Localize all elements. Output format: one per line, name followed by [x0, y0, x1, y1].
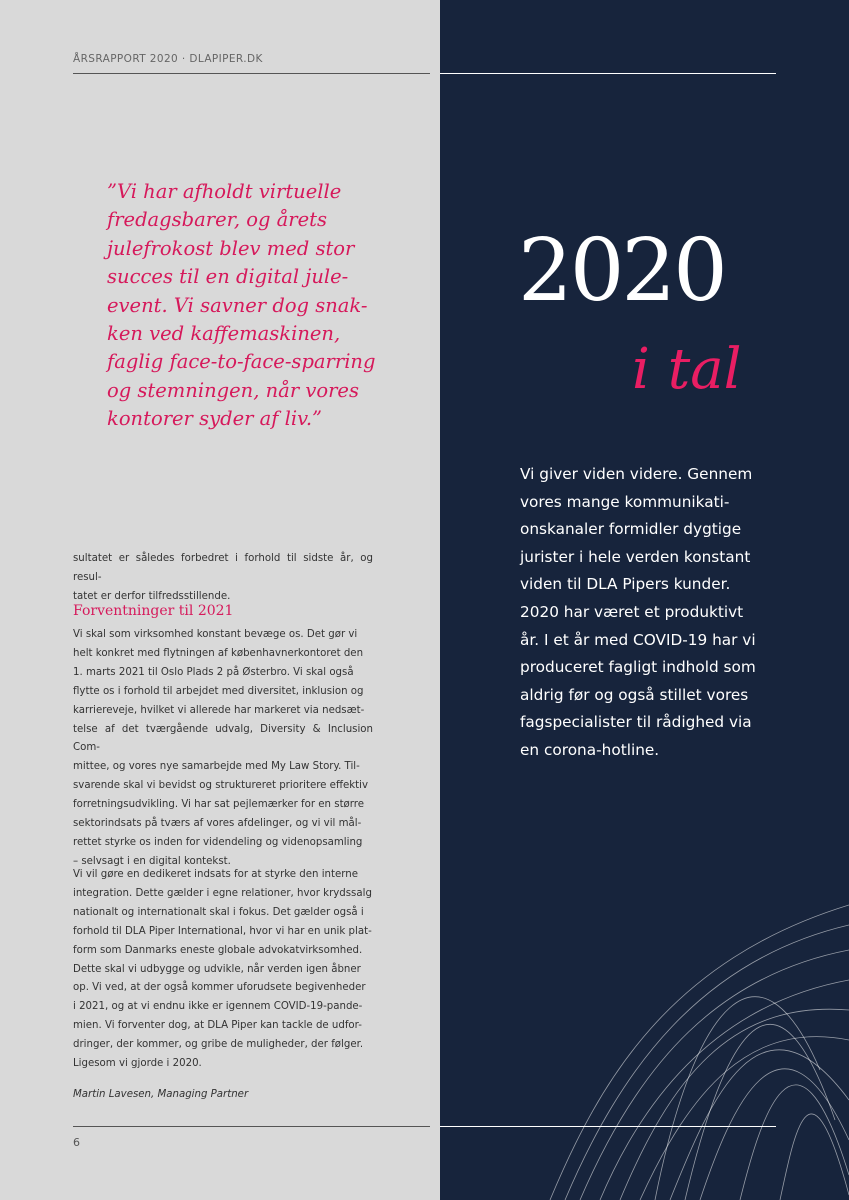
pull-quote: ”Vi har afholdt virtuelle fredagsbarer, og årets julefrokost blev med stor succes til en digital jule- event. Vi savner dog snak- ken ved kaffemaskinen, faglig face-to-face-sparring og stemningen, når vores kontorer syder af liv.”	[107, 180, 376, 431]
feature-intro: Vi giver viden videre. Gennem vores mange kommunikati- onskanaler formidler dygtige jurister i hele verden konstant viden til DLA Pipers kunder. 2020 har været et produktivt år. I et år med COVID-19 har vi produceret fagligt indhold som aldrig før og også stillet vores fagspecialister til rådighed via en corona-hotline.	[520, 465, 756, 759]
page-number: 6	[73, 1136, 80, 1149]
footer-rule-left	[73, 1126, 430, 1127]
section-heading: Forventninger til 2021	[73, 603, 234, 619]
article-paragraph-2: Vi vil gøre en dedikeret indsats for at styrke den interne integration. Dette gælder i egne relationer, hvor krydssalg nationalt og internationalt skal i fokus. Det gælder også i forhold til DLA Piper International, hvor vi har en unik plat- form som Danmarks eneste globale advokatvirksomhed. Dette skal vi udbygge og udvikle, når verden igen åbner op. Vi ved, at der også kommer uforudsete begivenheder i 2021, og at vi endnu ikke er igennem COVID-19-pande- mien. Vi forventer dog, at DLA Piper kan tackle de udfor- dringer, der kommer, og gribe de muligheder, der følger. Ligesom vi gjorde i 2020.	[73, 869, 372, 1070]
feature-subtitle: i tal	[632, 337, 742, 402]
article-intro: sultatet er således forbedret i forhold til sidste år, og resul- tatet er derfor tilfredsstillende.	[73, 553, 373, 602]
running-header: ÅRSRAPPORT 2020 · DLAPIPER.DK	[73, 53, 263, 65]
signature: Martin Lavesen, Managing Partner	[73, 1089, 249, 1100]
header-rule-left	[73, 73, 430, 74]
footer-rule-right	[440, 1126, 776, 1127]
article-paragraph-1: Vi skal som virksomhed konstant bevæge os. Det gør vi helt konkret med flytningen af københavnerkontoret den 1. marts 2021 til Oslo Plads 2 på Østerbro. Vi skal også flytte os i forhold til arbejdet med diversitet, inklusion og karriereveje, hvilket vi allerede har markeret via nedsæt- telse af det tværgående udvalg, Diversity & Inclusion Com- mittee, og vores nye samarbejde med My Law Story. Til- svarende skal vi bevidst og struktureret prioritere effektiv forretningsudvikling. Vi har sat pejlemærker for en større sektorindsats på tværs af vores afdelinger, og vi vil mål- rettet styrke os inden for videndeling og videnopsamling – selvsagt i en digital kontekst.	[73, 629, 373, 867]
feature-year: 2020	[518, 221, 725, 321]
header-rule-right	[440, 73, 776, 74]
